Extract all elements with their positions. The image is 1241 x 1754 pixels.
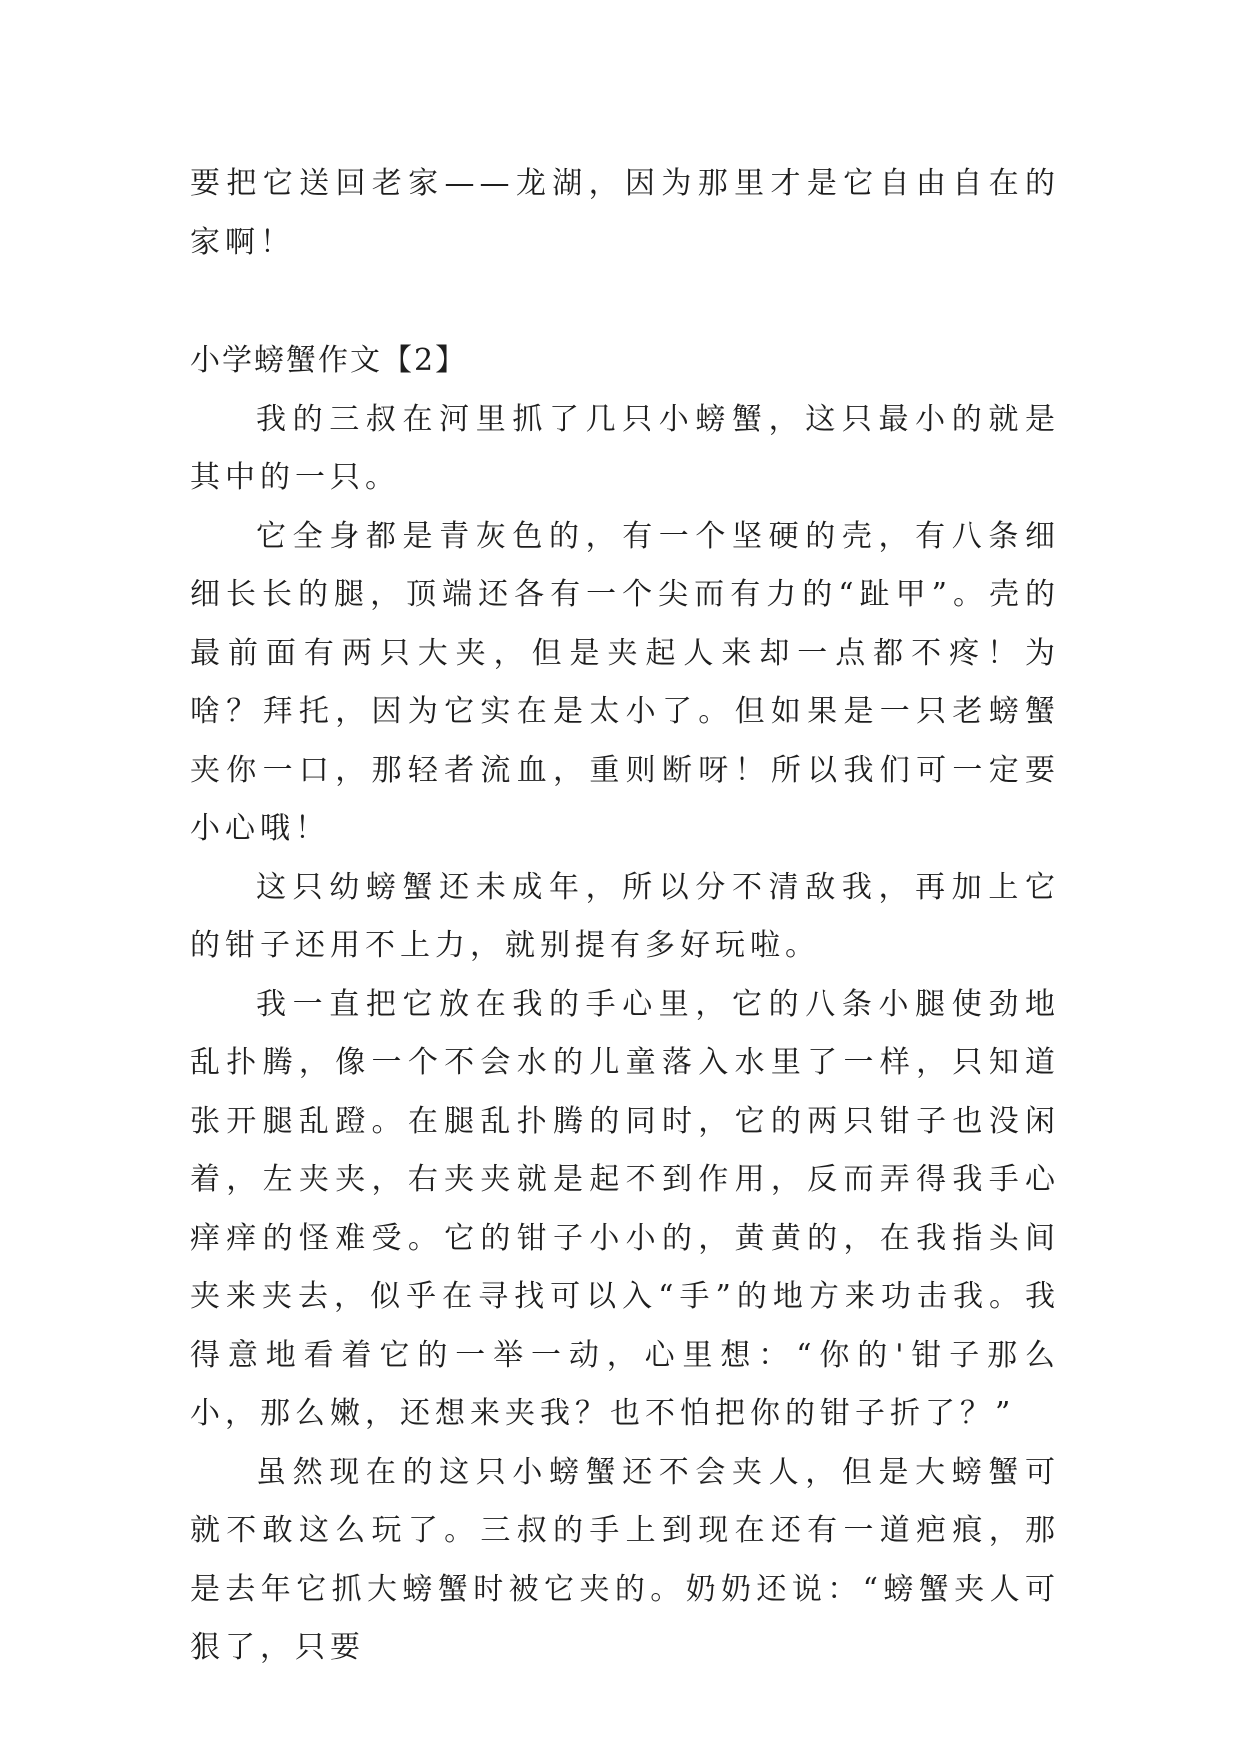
section-spacer	[190, 272, 1060, 332]
body-paragraph-1: 我的三叔在河里抓了几只小螃蟹，这只最小的就是其中的一只。	[190, 401, 1060, 495]
section-heading: 小学螃蟹作文【2】	[190, 343, 468, 378]
body-paragraph-5: 虽然现在的这只小螃蟹还不会夹人，但是大螃蟹可就不敢这么玩了。三叔的手上到现在还有一道疤痕，那是去年它抓大螃蟹时被它夹的。奶奶还说：“螃蟹夹人可狠了，只要	[190, 1454, 1060, 1665]
body-paragraph-2: 它全身都是青灰色的，有一个坚硬的壳，有八条细细长长的腿，顶端还各有一个尖而有力的“趾甲”。壳的最前面有两只大夹，但是夹起人来却一点都不疼！为啥？拜托，因为它实在是太小了。但如果是一只老螃蟹夹你一口，那轻者流血，重则断呀！所以我们可一定要小心哦！	[190, 518, 1060, 846]
body-paragraph-4: 我一直把它放在我的手心里，它的八条小腿使劲地乱扑腾，像一个不会水的儿童落入水里了一样，只知道张开腿乱蹬。在腿乱扑腾的同时，它的两只钳子也没闲着，左夹夹，右夹夹就是起不到作用，反而弄得我手心痒痒的怪难受。它的钳子小小的，黄黄的，在我指头间夹来夹去，似乎在寻找可以入“手”的地方来功击我。我得意地看着它的一举一动，心里想：“你的'钳子那么小，那么嫩，还想来夹我？也不怕把你的钳子折了？”	[190, 986, 1060, 1431]
document-body	[190, 155, 1060, 1678]
body-paragraph-3: 这只幼螃蟹还未成年，所以分不清敌我，再加上它的钳子还用不上力，就别提有多好玩啦。	[190, 869, 1060, 963]
continuation-paragraph: 要把它送回老家——龙湖，因为那里才是它自由自在的家啊！	[190, 166, 1060, 260]
